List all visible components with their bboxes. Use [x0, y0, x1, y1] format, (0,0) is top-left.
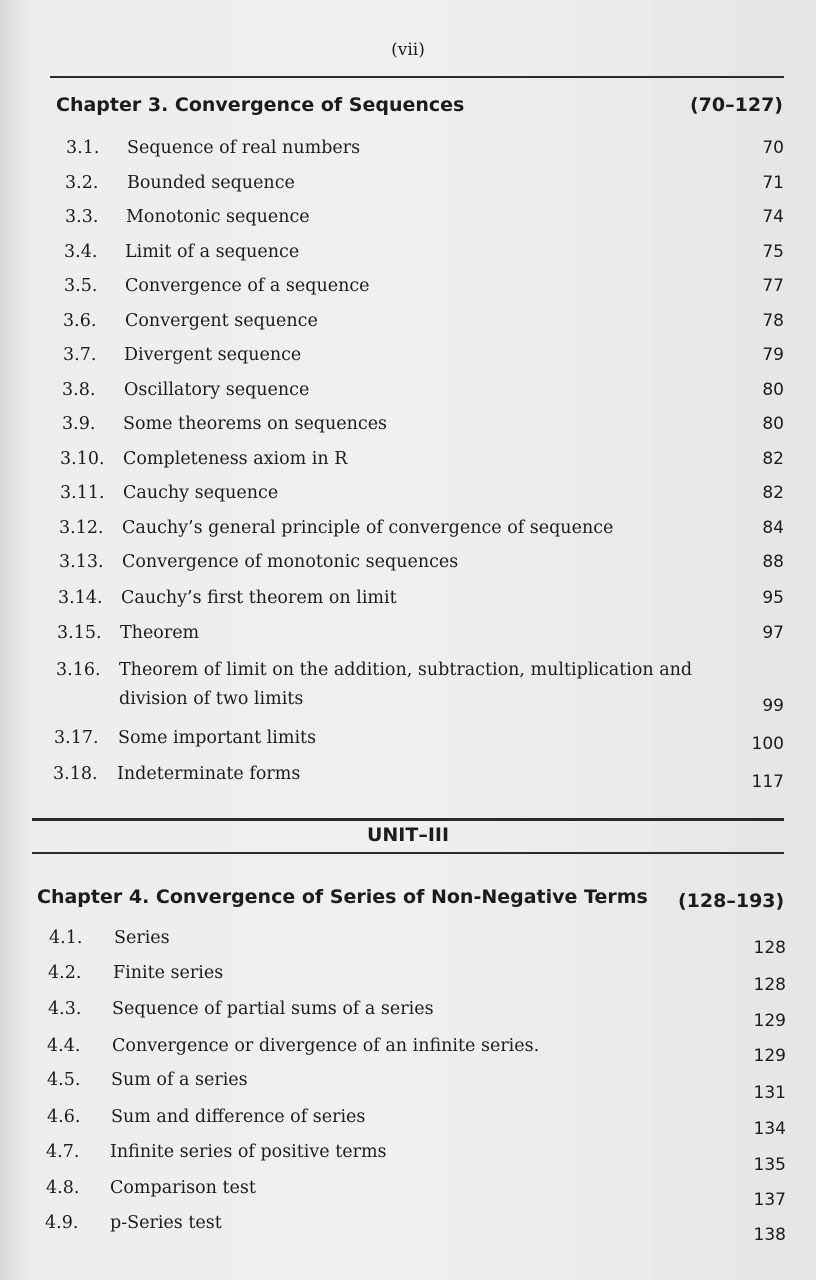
section-number: 3.6.	[63, 311, 97, 331]
section-title: Theorem of limit on the addition, subtraction, multiplication and	[119, 660, 693, 680]
section-title: Oscillatory sequence	[124, 380, 310, 400]
chapter-page-range: (70–127)	[690, 94, 783, 116]
page-ref: 131	[753, 1083, 786, 1103]
top-rule	[50, 76, 784, 78]
section-title: Infinite series of positive terms	[110, 1142, 387, 1162]
section-number: 3.16.	[56, 660, 101, 680]
section-title: Convergence or divergence of an infinite series.	[112, 1036, 540, 1056]
section-title: Sequence of real numbers	[127, 138, 361, 158]
section-number: 3.13.	[59, 552, 104, 572]
section-title: Cauchy’s first theorem on limit	[121, 588, 397, 608]
section-number: 3.15.	[57, 623, 102, 643]
section-title: Monotonic sequence	[126, 207, 310, 227]
section-number: 3.7.	[63, 345, 97, 365]
page-ref: 77	[762, 276, 784, 296]
section-title: Finite series	[113, 963, 224, 983]
chapter-title: Chapter 4. Convergence of Series of Non-Negative Terms	[37, 886, 648, 908]
section-number: 3.10.	[60, 449, 105, 469]
section-title: Series	[114, 928, 170, 948]
section-title: Theorem	[120, 623, 200, 643]
page-ref: 99	[762, 696, 784, 716]
section-number: 4.6.	[47, 1107, 81, 1127]
section-number: 4.1.	[49, 928, 83, 948]
section-number: 4.5.	[47, 1070, 81, 1090]
page-ref: 84	[762, 518, 784, 538]
section-title: Comparison test	[110, 1178, 256, 1198]
unit-heading: UNIT–III	[366, 824, 450, 846]
section-number: 3.2.	[65, 173, 99, 193]
section-number: 4.2.	[48, 963, 82, 983]
section-number: 3.12.	[59, 518, 104, 538]
section-title: Some theorems on sequences	[123, 414, 388, 434]
section-number: 3.14.	[58, 588, 103, 608]
section-number: 3.4.	[64, 242, 98, 262]
section-title: Some important limits	[118, 728, 317, 748]
page-number: (vii)	[391, 40, 425, 60]
page-ref: 80	[762, 380, 784, 400]
section-number: 3.18.	[53, 764, 98, 784]
section-number: 3.8.	[62, 380, 96, 400]
page-ref: 135	[753, 1155, 786, 1175]
section-number: 3.11.	[60, 483, 105, 503]
page-ref: 134	[753, 1119, 786, 1139]
page-ref: 78	[762, 311, 784, 331]
section-title: Bounded sequence	[127, 173, 295, 193]
section-number: 4.7.	[46, 1142, 80, 1162]
section-title: Completeness axiom in R	[123, 449, 348, 469]
page-ref: 128	[753, 975, 786, 995]
page-ref: 128	[753, 938, 786, 958]
section-title: Convergent sequence	[125, 311, 318, 331]
page-ref: 80	[762, 414, 784, 434]
page-ref: 129	[753, 1046, 786, 1066]
page-ref: 95	[762, 588, 784, 608]
section-title: Divergent sequence	[124, 345, 302, 365]
page-ref: 70	[762, 138, 784, 158]
page-ref: 137	[753, 1190, 786, 1210]
section-title: Cauchy’s general principle of convergence of sequence	[122, 518, 614, 538]
section-number: 4.9.	[45, 1213, 79, 1233]
section-number: 3.3.	[65, 207, 99, 227]
page-ref: 97	[762, 623, 784, 643]
section-number: 3.5.	[64, 276, 98, 296]
section-number: 4.8.	[46, 1178, 80, 1198]
section-title: Sum of a series	[111, 1070, 248, 1090]
section-number: 3.17.	[54, 728, 99, 748]
chapter-4-heading	[0, 886, 816, 916]
section-title: p-Series test	[110, 1213, 222, 1233]
page-ref: 117	[751, 772, 784, 792]
section-title: Limit of a sequence	[125, 242, 300, 262]
section-title: Convergence of monotonic sequences	[122, 552, 459, 572]
page-ref: 74	[762, 207, 784, 227]
section-title: Convergence of a sequence	[125, 276, 370, 296]
page-ref: 82	[762, 483, 784, 503]
unit-rule-top	[32, 818, 784, 821]
section-title: Sequence of partial sums of a series	[112, 999, 434, 1019]
page-ref: 129	[753, 1011, 786, 1031]
chapter-title: Chapter 3. Convergence of Sequences	[56, 94, 465, 116]
section-title-continued: division of two limits	[119, 689, 304, 709]
page-ref: 71	[762, 173, 784, 193]
page-ref: 75	[762, 242, 784, 262]
chapter-page-range: (128–193)	[678, 890, 785, 912]
section-number: 4.4.	[47, 1036, 81, 1056]
chapter-3-heading	[0, 94, 816, 124]
page-ref: 138	[753, 1225, 786, 1245]
section-title: Indeterminate forms	[117, 764, 301, 784]
unit-rule-bottom	[32, 852, 784, 854]
page-ref: 100	[751, 734, 784, 754]
section-number: 4.3.	[48, 999, 82, 1019]
section-number: 3.1.	[66, 138, 100, 158]
page-ref: 79	[762, 345, 784, 365]
page-ref: 88	[762, 552, 784, 572]
page-ref: 82	[762, 449, 784, 469]
section-title: Sum and difference of series	[111, 1107, 366, 1127]
section-title: Cauchy sequence	[123, 483, 279, 503]
section-number: 3.9.	[62, 414, 96, 434]
